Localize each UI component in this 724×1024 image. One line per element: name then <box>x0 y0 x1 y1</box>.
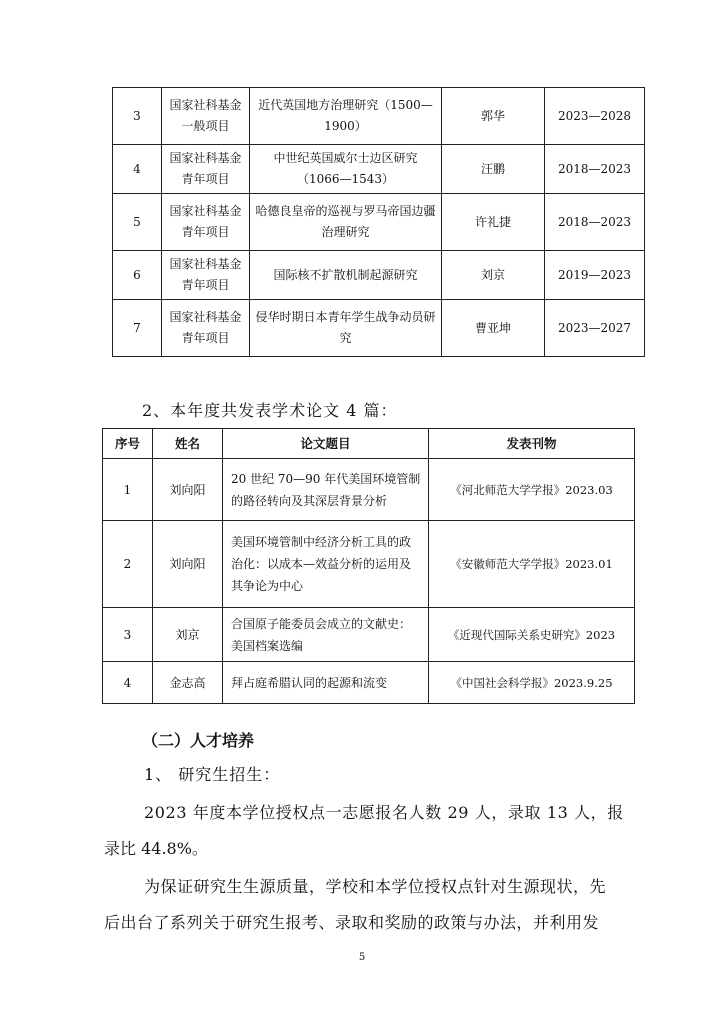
project-no: 4 <box>113 145 162 194</box>
paper-title: 20 世纪 70—90 年代美国环境管制的路径转向及其深层背景分析 <box>223 459 429 521</box>
project-no: 5 <box>113 194 162 251</box>
paragraph-line: 录比 44.8%。 <box>104 839 208 858</box>
project-type: 国家社科基金青年项目 <box>162 300 250 357</box>
project-no: 3 <box>113 88 162 145</box>
paper-author: 刘向阳 <box>153 459 223 521</box>
paper-journal: 《中国社会科学报》2023.9.25 <box>429 662 635 704</box>
table-row <box>113 88 645 145</box>
project-title: 侵华时期日本青年学生战争动员研究 <box>250 300 442 357</box>
project-type: 国家社科基金青年项目 <box>162 251 250 300</box>
project-period: 2023—2028 <box>545 88 645 145</box>
table-row <box>103 662 635 704</box>
column-header: 论文题目 <box>223 429 429 459</box>
project-no: 7 <box>113 300 162 357</box>
project-type: 国家社科基金青年项目 <box>162 145 250 194</box>
project-leader: 汪鹏 <box>442 145 545 194</box>
paper-author: 金志高 <box>153 662 223 704</box>
paper-no: 4 <box>103 662 153 704</box>
table-row <box>103 608 635 662</box>
project-leader: 曹亚坤 <box>442 300 545 357</box>
table-row <box>113 251 645 300</box>
paper-journal: 《近现代国际关系史研究》2023 <box>429 608 635 662</box>
paper-author: 刘向阳 <box>153 521 223 608</box>
paper-title: 美国环境管制中经济分析工具的政治化：以成本—效益分析的运用及其争论为中心 <box>223 521 429 608</box>
project-title: 中世纪英国威尔士边区研究（1066—1543） <box>250 145 442 194</box>
project-period: 2018—2023 <box>545 145 645 194</box>
paper-no: 3 <box>103 608 153 662</box>
project-period: 2018—2023 <box>545 194 645 251</box>
paper-author: 刘京 <box>153 608 223 662</box>
papers-intro: 2、本年度共发表学术论文 4 篇： <box>142 401 398 420</box>
paper-journal: 《河北师范大学学报》2023.03 <box>429 459 635 521</box>
project-type: 国家社科基金青年项目 <box>162 194 250 251</box>
table-row <box>103 521 635 608</box>
table-row <box>103 459 635 521</box>
column-header: 发表刊物 <box>429 429 635 459</box>
paragraph-line: 后出台了系列关于研究生报考、录取和奖励的政策与办法，并利用发 <box>104 913 600 932</box>
paper-no: 1 <box>103 459 153 521</box>
project-title: 近代英国地方治理研究（1500—1900） <box>250 88 442 145</box>
column-header: 姓名 <box>153 429 223 459</box>
project-type: 国家社科基金一般项目 <box>162 88 250 145</box>
paper-title: 合国原子能委员会成立的文献史：美国档案选编 <box>223 608 429 662</box>
page-number: 5 <box>358 952 366 963</box>
project-period: 2019—2023 <box>545 251 645 300</box>
papers-table <box>102 428 635 704</box>
project-title: 哈德良皇帝的巡视与罗马帝国边疆治理研究 <box>250 194 442 251</box>
projects-table <box>112 87 645 357</box>
paper-journal: 《安徽师范大学学报》2023.01 <box>429 521 635 608</box>
column-header: 序号 <box>103 429 153 459</box>
table-header-row <box>103 429 635 459</box>
project-period: 2023—2027 <box>545 300 645 357</box>
paragraph-line: 2023 年度本学位授权点一志愿报名人数 29 人，录取 13 人，报 <box>144 803 624 822</box>
table-row <box>113 145 645 194</box>
project-leader: 郭华 <box>442 88 545 145</box>
project-leader: 刘京 <box>442 251 545 300</box>
project-title: 国际核不扩散机制起源研究 <box>250 251 442 300</box>
section-heading: （二）人才培养 <box>142 731 255 750</box>
subsection-heading: 1、 研究生招生： <box>144 765 281 784</box>
table-row <box>113 300 645 357</box>
paper-title: 拜占庭希腊认同的起源和流变 <box>223 662 429 704</box>
project-no: 6 <box>113 251 162 300</box>
project-leader: 许礼捷 <box>442 194 545 251</box>
paper-no: 2 <box>103 521 153 608</box>
paragraph-line: 为保证研究生生源质量，学校和本学位授权点针对生源现状，先 <box>144 877 607 896</box>
table-row <box>113 194 645 251</box>
